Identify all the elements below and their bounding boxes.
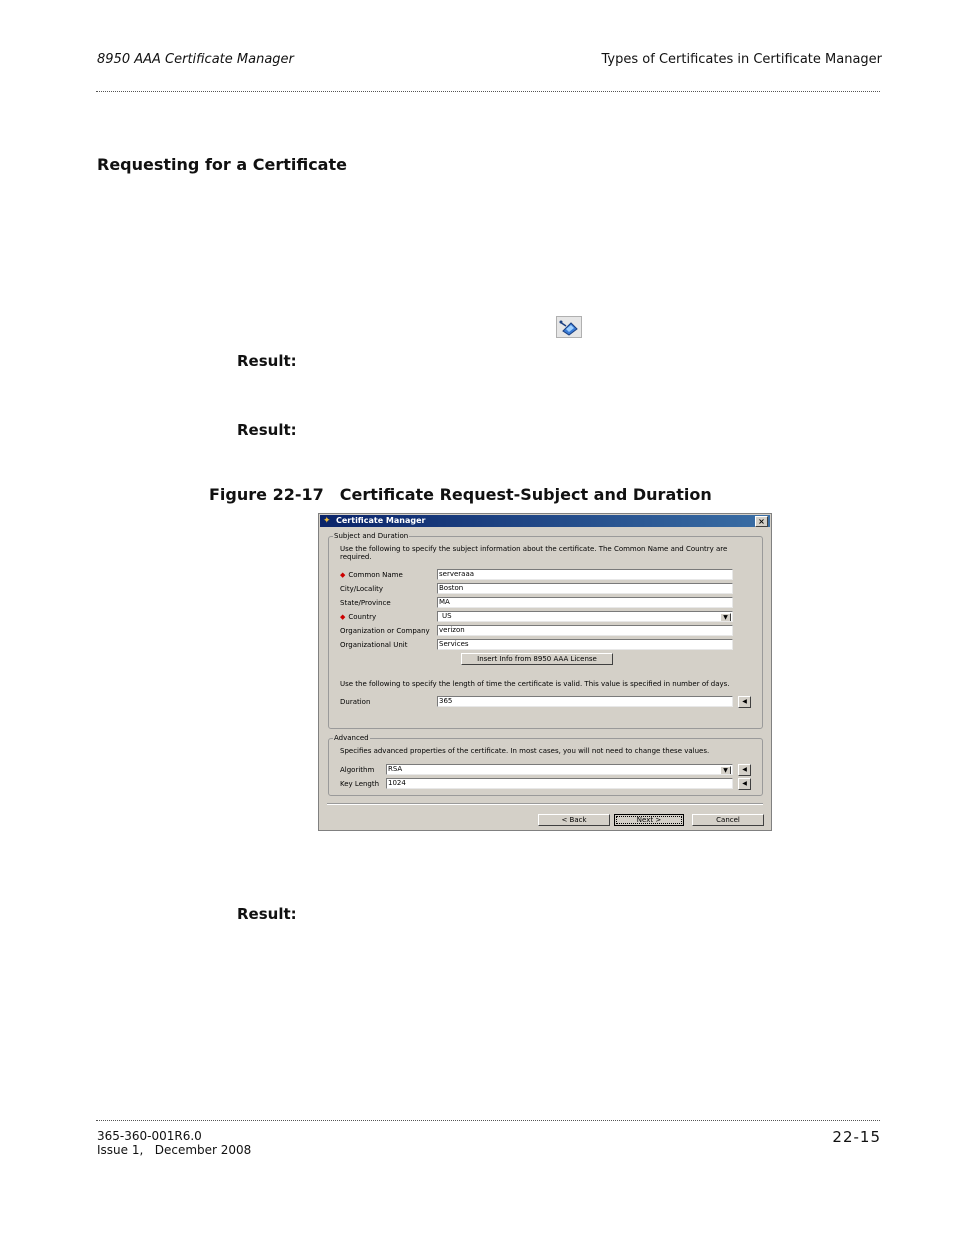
- page-number: 22-15: [832, 1128, 881, 1146]
- key-length-arrow-icon[interactable]: ◀: [738, 778, 751, 790]
- subject-intro-text: Use the following to specify the subject information about the certificate. The Common Name and Country are required.: [340, 545, 728, 561]
- running-header-left: 8950 AAA Certificate Manager: [97, 52, 294, 67]
- advanced-group: [328, 734, 763, 796]
- common-name-field[interactable]: serveraaa: [437, 569, 733, 580]
- city-field[interactable]: Boston: [437, 583, 733, 594]
- result-label-2: Result:: [237, 421, 297, 439]
- duration-label: Duration: [340, 698, 371, 706]
- figure-number: Figure 22-17: [209, 485, 324, 504]
- duration-arrow-icon[interactable]: ◀: [738, 696, 751, 708]
- common-name-label: ◆ Common Name: [340, 571, 403, 579]
- algorithm-select[interactable]: [386, 764, 733, 775]
- next-button[interactable]: Next >: [614, 814, 684, 826]
- algorithm-select-value: RSA: [388, 765, 403, 773]
- algorithm-label: Algorithm: [340, 766, 375, 774]
- org-unit-field[interactable]: Services: [437, 639, 733, 650]
- country-select-value: US: [442, 612, 452, 620]
- certificate-manager-dialog: [318, 513, 772, 831]
- dialog-title: Certificate Manager: [336, 516, 426, 525]
- result-label-1: Result:: [237, 352, 297, 370]
- back-button[interactable]: < Back: [538, 814, 610, 826]
- subject-duration-legend: Subject and Duration: [334, 532, 409, 540]
- advanced-intro-text: Specifies advanced properties of the certificate. In most cases, you will not need to change these values.: [340, 747, 710, 755]
- country-select[interactable]: [437, 611, 733, 622]
- button-separator: [327, 803, 763, 805]
- duration-intro-text: Use the following to specify the length of time the certificate is valid. This value is specified in number of days.: [340, 680, 730, 688]
- organization-label: Organization or Company: [340, 627, 430, 635]
- cancel-button[interactable]: Cancel: [692, 814, 764, 826]
- section-title: Requesting for a Certificate: [97, 155, 347, 174]
- country-label: ◆ Country: [340, 613, 377, 621]
- state-label: State/Province: [340, 599, 391, 607]
- result-label-3: Result:: [237, 905, 297, 923]
- running-header-right: Types of Certificates in Certificate Manager: [601, 52, 882, 67]
- chevron-down-icon[interactable]: ▼: [720, 766, 731, 775]
- figure-caption: [209, 485, 712, 504]
- required-marker-icon: ◆: [340, 613, 346, 621]
- org-unit-label: Organizational Unit: [340, 641, 408, 649]
- app-logo-icon: ✦: [323, 516, 331, 526]
- chevron-down-icon[interactable]: ▼: [720, 613, 731, 622]
- algorithm-arrow-icon[interactable]: ◀: [738, 764, 751, 776]
- footer-divider: [96, 1120, 880, 1121]
- key-length-label: Key Length: [340, 780, 380, 788]
- required-marker-icon: ◆: [340, 571, 346, 579]
- duration-field[interactable]: 365: [437, 696, 733, 707]
- close-icon[interactable]: ×: [755, 516, 768, 527]
- header-divider: [96, 91, 880, 92]
- organization-field[interactable]: verizon: [437, 625, 733, 636]
- subject-duration-group: [328, 532, 763, 729]
- insert-license-info-button[interactable]: Insert Info from 8950 AAA License: [461, 653, 613, 665]
- state-field[interactable]: MA: [437, 597, 733, 608]
- dialog-titlebar: [320, 515, 770, 527]
- certificate-request-icon: [556, 316, 582, 338]
- footer-issue: Issue 1, December 2008: [97, 1143, 252, 1157]
- city-label: City/Locality: [340, 585, 384, 593]
- key-length-field[interactable]: 1024: [386, 778, 733, 789]
- footer-doc-number: 365-360-001R6.0: [97, 1129, 202, 1143]
- advanced-legend: Advanced: [334, 734, 369, 742]
- figure-title: Certificate Request-Subject and Duration: [339, 485, 712, 504]
